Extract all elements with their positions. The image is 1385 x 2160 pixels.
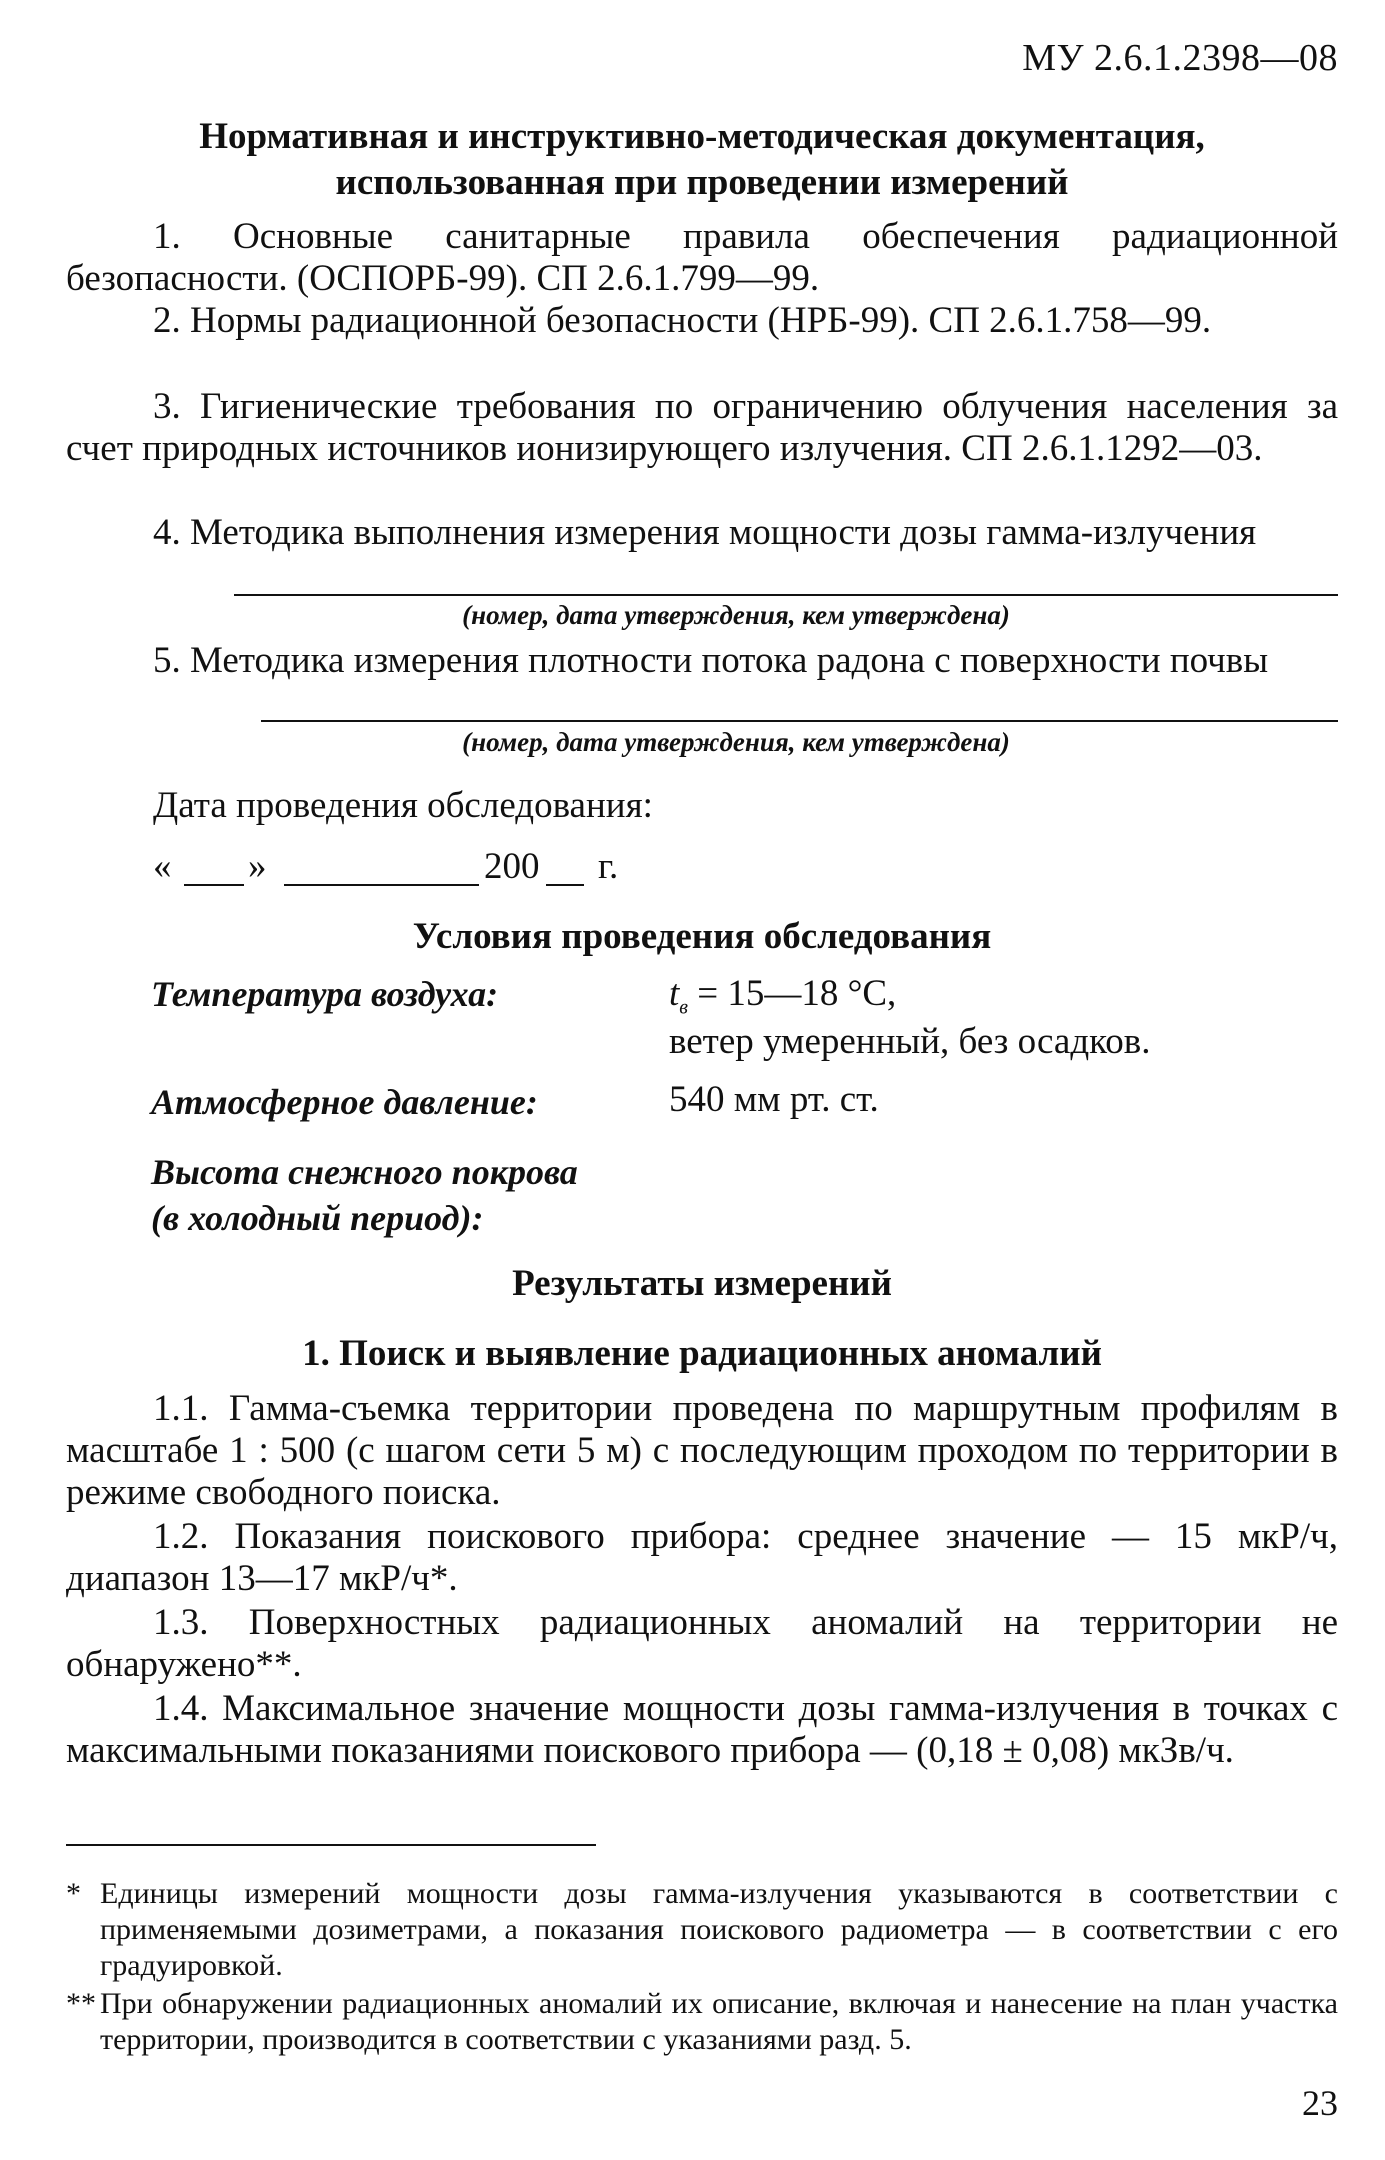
document-page <box>66 0 1338 2160</box>
doc-item-5: 5. Методика измерения плотности потока радона с поверхности почвы <box>153 640 1269 681</box>
survey-date-close-quote: » <box>248 846 267 887</box>
survey-date-open-quote: « <box>153 846 172 887</box>
temperature-label: Температура воздуха: <box>151 974 499 1014</box>
heading-line-1: Нормативная и инструктивно-методическая документация, <box>199 116 1205 157</box>
doc-item-2: 2. Нормы радиационной безопасности (НРБ-99). СП 2.6.1.758—99. <box>153 300 1212 341</box>
result-item-4: 1.4. Максимальное значение мощности дозы гамма-излучения в точках с максимальными показаниями поискового прибора — (0,18 ± 0,08) мкЗв/ч. <box>66 1688 1338 1771</box>
footnote-2-mark: ** <box>66 1987 96 2020</box>
footnote-2 <box>66 1986 1338 2058</box>
pressure-label: Атмосферное давление: <box>151 1082 538 1122</box>
document-code: МУ 2.6.1.2398—08 <box>1022 37 1338 79</box>
conditions-title: Условия проведения обследования <box>412 916 992 957</box>
wind-value: ветер умеренный, без осадков. <box>669 1021 1151 1062</box>
footnote-2-text: При обнаружении радиационных аномалий их описание, включая и нанесение на план участка территории, производится в соответствии с указаниями разд. 5. <box>100 1987 1338 2056</box>
snow-label-line-1: Высота снежного покрова <box>151 1152 578 1192</box>
temperature-value: $t_в$ = 15—18 °С, <box>669 973 897 1019</box>
result-item-2: 1.2. Показания поискового прибора: среднее значение — 15 мкР/ч, диапазон 13—17 мкР/ч*. <box>66 1516 1338 1599</box>
pressure-value: 540 мм рт. ст. <box>669 1079 879 1120</box>
footnote-1 <box>66 1876 1338 1984</box>
survey-date-label: Дата проведения обследования: <box>153 785 653 826</box>
survey-month-blank <box>284 884 479 886</box>
survey-year-blank <box>546 884 584 886</box>
doc-item-4: 4. Методика выполнения измерения мощности дозы гамма-излучения <box>153 512 1257 553</box>
snow-label-line-2: (в холодный период): <box>151 1198 484 1238</box>
normative-docs-heading <box>66 114 1338 206</box>
footnote-divider <box>66 1844 596 1846</box>
survey-year-prefix: 200 <box>484 846 540 887</box>
survey-year-suffix: г. <box>598 846 619 887</box>
doc-item-5-caption: (номер, дата утверждения, кем утверждена) <box>462 727 1010 757</box>
doc-item-3: 3. Гигиенические требования по ограничению облучения населения за счет природных источников ионизирующего излучения. СП 2.6.1.1292—03. <box>66 386 1338 469</box>
temperature-subscript: в <box>679 996 688 1019</box>
footnote-1-text: Единицы измерений мощности дозы гамма-излучения указываются в соответствии с применяемыми дозиметрами, а показания поискового радиометра — в соответствии с его градуировкой. <box>100 1877 1338 1982</box>
results-title: Результаты измерений <box>512 1263 892 1304</box>
doc-item-1: 1. Основные санитарные правила обеспечения радиационной безопасности. (ОСПОРБ-99). СП 2.6.1.799—99. <box>66 216 1338 299</box>
temperature-symbol: t <box>669 973 680 1014</box>
results-subtitle: 1. Поиск и выявление радиационных аномалий <box>302 1333 1102 1374</box>
result-item-3: 1.3. Поверхностных радиационных аномалий на территории не обнаружено**. <box>66 1602 1338 1685</box>
survey-day-blank <box>184 884 244 886</box>
doc-item-4-fill-line <box>234 594 1338 596</box>
result-item-1: 1.1. Гамма-съемка территории проведена по маршрутным профилям в масштабе 1 : 500 (с шагом сети 5 м) с последующим проходом по территории в режиме свободного поиска. <box>66 1388 1338 1513</box>
doc-item-4-caption: (номер, дата утверждения, кем утверждена) <box>462 600 1010 630</box>
page-number: 23 <box>1302 2083 1338 2123</box>
heading-line-2: использованная при проведении измерений <box>335 162 1069 203</box>
doc-item-5-fill-line <box>261 720 1338 722</box>
footnote-1-mark: * <box>66 1877 81 1910</box>
